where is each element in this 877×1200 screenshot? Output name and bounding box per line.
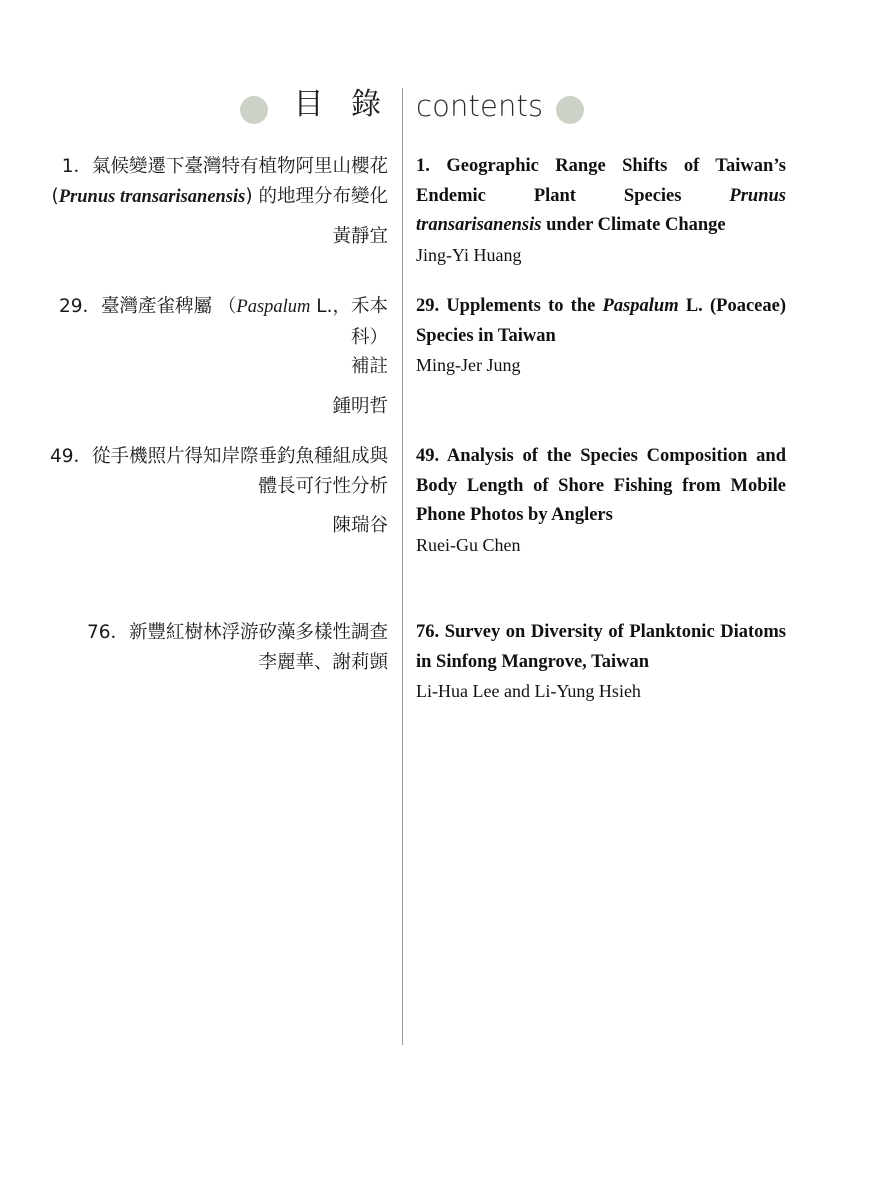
toc-entry-chinese-4-author: 李麗華、謝莉顗 bbox=[258, 651, 388, 673]
toc-entry-english-1[interactable] bbox=[416, 152, 786, 270]
toc-entry-chinese-2-author: 鍾明哲 bbox=[332, 395, 388, 417]
paren-open: ( bbox=[51, 185, 59, 207]
toc-entry-english-1-number: 1 bbox=[416, 156, 426, 176]
column-divider bbox=[402, 88, 403, 1045]
toc-entry-english-2-author: Ming-Jer Jung bbox=[416, 355, 521, 375]
title-part-a: . Upplements to the bbox=[434, 296, 603, 316]
title-part-a: . Geographic Range Shifts of Taiwan’s Endemic Plant Species bbox=[416, 156, 786, 206]
toc-entry-chinese-4[interactable] bbox=[40, 618, 388, 677]
toc-entry-chinese-2[interactable] bbox=[40, 292, 388, 421]
genus-name: Paspalum bbox=[602, 296, 679, 316]
toc-entry-english-3-number: 49 bbox=[416, 446, 435, 466]
toc-entry-chinese-2-line2: 補註 bbox=[350, 356, 388, 377]
line2-tail: ) 的地理分布變化 bbox=[245, 185, 388, 207]
toc-entry-english-2-title bbox=[416, 292, 786, 351]
toc-entry-english-3-author: Ruei-Gu Chen bbox=[416, 534, 521, 555]
toc-entry-chinese-1-author: 黃靜宜 bbox=[332, 226, 388, 247]
toc-entry-chinese-2-line1 bbox=[40, 292, 388, 352]
toc-entry-chinese-1-line1: 1．氣候變遷下臺灣特有植物阿里山櫻花 bbox=[61, 156, 388, 177]
toc-entry-english-1-author: Jing-Yi Huang bbox=[416, 244, 522, 265]
page-title-english: contents bbox=[416, 89, 544, 123]
line1-tail: L.，禾本科） bbox=[310, 296, 388, 348]
toc-entry-chinese-4-line1: 76．新豐紅樹林浮游矽藻多樣性調查 bbox=[86, 622, 388, 643]
toc-entry-chinese-3-author: 陳瑞谷 bbox=[332, 515, 388, 536]
toc-entry-english-3[interactable] bbox=[416, 442, 786, 560]
title-part-b: L. (Poaceae) Species in Taiwan bbox=[416, 296, 786, 346]
toc-entry-english-4-title bbox=[416, 618, 786, 677]
toc-entry-english-1-title bbox=[416, 152, 786, 241]
species-name: Prunus transarisanensis bbox=[416, 185, 786, 235]
toc-entry-english-2[interactable] bbox=[416, 292, 786, 381]
page-title-chinese: 目 錄 bbox=[293, 87, 390, 122]
species-name: Prunus transarisanensis bbox=[58, 186, 246, 207]
title-part-a: . Analysis of the Species Composition and Body Length of Shore Fishing from Mobile Phone Photos by Anglers bbox=[416, 446, 786, 525]
toc-entry-english-4-author: Li-Hua Lee and Li-Yung Hsieh bbox=[416, 681, 641, 701]
toc-entry-english-2-number: 29 bbox=[416, 296, 435, 316]
toc-entry-chinese-3-line1: 49．從手機照片得知岸際垂釣魚種組成與 bbox=[49, 446, 388, 467]
toc-entry-chinese-3-line2: 體長可行性分析 bbox=[258, 475, 388, 497]
genus-name: Paspalum bbox=[236, 297, 311, 317]
toc-entry-chinese-3[interactable] bbox=[40, 442, 388, 541]
toc-entry-english-4-number: 76 bbox=[416, 622, 435, 642]
toc-entry-english-4[interactable] bbox=[416, 618, 786, 707]
line1-head: 29．臺灣產雀稗屬 （ bbox=[59, 296, 237, 317]
title-part-b: under Climate Change bbox=[541, 215, 726, 235]
title-part-a: . Survey on Diversity of Planktonic Diatoms in Sinfong Mangrove, Taiwan bbox=[416, 622, 786, 672]
toc-entry-chinese-1[interactable] bbox=[40, 152, 388, 252]
toc-entry-chinese-1-line2 bbox=[40, 182, 388, 213]
toc-entry-english-3-title bbox=[416, 442, 786, 531]
decorative-dot-right-icon bbox=[556, 96, 584, 124]
